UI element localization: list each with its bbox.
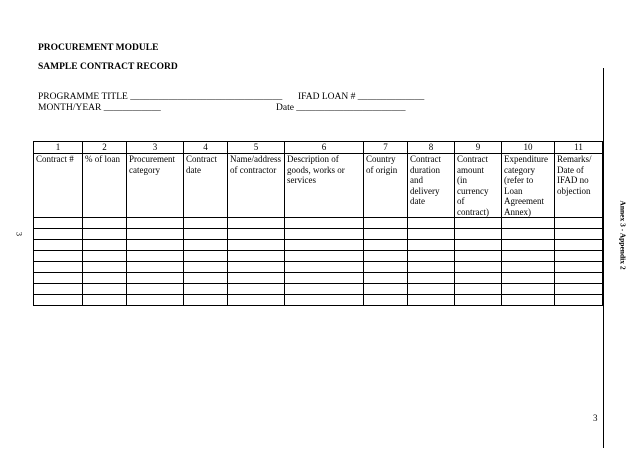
table-cell[interactable]: [408, 284, 455, 295]
column-number-9: 9: [455, 142, 502, 154]
table-cell[interactable]: [555, 262, 603, 273]
table-row: [34, 240, 603, 251]
table-cell[interactable]: [364, 218, 408, 229]
table-cell[interactable]: [184, 229, 228, 240]
table-cell[interactable]: [555, 240, 603, 251]
table-cell[interactable]: [502, 240, 555, 251]
table-cell[interactable]: [83, 295, 127, 306]
column-header-10: Expenditure category (refer to Loan Agreement Annex): [502, 154, 555, 218]
table-cell[interactable]: [228, 229, 285, 240]
contract-record-table: [33, 141, 603, 306]
table-row: [34, 229, 603, 240]
table-cell[interactable]: [184, 262, 228, 273]
table-cell[interactable]: [455, 295, 502, 306]
table-cell[interactable]: [502, 273, 555, 284]
table-cell[interactable]: [34, 218, 83, 229]
table-row: [34, 273, 603, 284]
date-field: Date _______________________: [276, 103, 406, 113]
column-number-3: 3: [127, 142, 184, 154]
table-cell[interactable]: [83, 284, 127, 295]
table-cell[interactable]: [184, 240, 228, 251]
column-header-4: Contract date: [184, 154, 228, 218]
table-cell[interactable]: [408, 229, 455, 240]
table-cell[interactable]: [285, 229, 364, 240]
column-header-2: % of loan: [83, 154, 127, 218]
table-cell[interactable]: [285, 251, 364, 262]
column-number-5: 5: [228, 142, 285, 154]
column-number-6: 6: [285, 142, 364, 154]
table-cell[interactable]: [127, 240, 184, 251]
table-cell[interactable]: [83, 240, 127, 251]
table-cell[interactable]: [285, 273, 364, 284]
table-cell[interactable]: [364, 240, 408, 251]
column-header-6: Description of goods, works or services: [285, 154, 364, 218]
table-row: [34, 251, 603, 262]
table-cell[interactable]: [83, 273, 127, 284]
column-header-11: Remarks/ Date of IFAD no objection: [555, 154, 603, 218]
column-number-8: 8: [408, 142, 455, 154]
table-cell[interactable]: [408, 218, 455, 229]
table-cell[interactable]: [502, 251, 555, 262]
module-title: PROCUREMENT MODULE: [38, 43, 159, 53]
month-year-field: MONTH/YEAR ____________: [38, 103, 161, 113]
column-number-row: [34, 142, 603, 154]
table-cell[interactable]: [555, 218, 603, 229]
table-cell[interactable]: [83, 262, 127, 273]
table-cell[interactable]: [285, 262, 364, 273]
table-cell[interactable]: [127, 295, 184, 306]
table-cell[interactable]: [555, 229, 603, 240]
table-cell[interactable]: [34, 295, 83, 306]
table-cell[interactable]: [184, 295, 228, 306]
column-header-row: [34, 154, 603, 218]
table-cell[interactable]: [408, 273, 455, 284]
table-cell[interactable]: [83, 218, 127, 229]
table-cell[interactable]: [408, 295, 455, 306]
table-cell[interactable]: [555, 295, 603, 306]
column-header-3: Procurement category: [127, 154, 184, 218]
table-cell[interactable]: [455, 284, 502, 295]
table-row: [34, 295, 603, 306]
table-cell[interactable]: [127, 273, 184, 284]
table-cell[interactable]: [228, 284, 285, 295]
table-cell[interactable]: [502, 262, 555, 273]
table-cell[interactable]: [34, 273, 83, 284]
page-number: 3: [593, 413, 598, 423]
table-row: [34, 284, 603, 295]
column-header-7: Country of origin: [364, 154, 408, 218]
table-row: [34, 218, 603, 229]
table-row: [34, 262, 603, 273]
table-cell[interactable]: [455, 273, 502, 284]
table-cell[interactable]: [184, 273, 228, 284]
table-cell[interactable]: [228, 240, 285, 251]
table-cell[interactable]: [127, 218, 184, 229]
table-cell[interactable]: [184, 218, 228, 229]
table-cell[interactable]: [455, 229, 502, 240]
table-cell[interactable]: [34, 284, 83, 295]
table-cell[interactable]: [555, 273, 603, 284]
table-cell[interactable]: [555, 284, 603, 295]
table-cell[interactable]: [455, 240, 502, 251]
table-cell[interactable]: [184, 284, 228, 295]
column-number-4: 4: [184, 142, 228, 154]
table-cell[interactable]: [83, 251, 127, 262]
column-header-5: Name/address of contractor: [228, 154, 285, 218]
table-cell[interactable]: [285, 295, 364, 306]
table-cell[interactable]: [364, 273, 408, 284]
table-cell[interactable]: [228, 262, 285, 273]
margin-rule: [603, 68, 604, 448]
table-cell[interactable]: [228, 295, 285, 306]
table-cell[interactable]: [364, 295, 408, 306]
table-cell[interactable]: [502, 284, 555, 295]
table-cell[interactable]: [127, 251, 184, 262]
table-cell[interactable]: [285, 240, 364, 251]
table-cell[interactable]: [127, 229, 184, 240]
column-header-9: Contract amount (in currency of contract): [455, 154, 502, 218]
table-cell[interactable]: [455, 262, 502, 273]
table-cell[interactable]: [34, 262, 83, 273]
side-page-number: 3: [14, 232, 24, 236]
column-number-10: 10: [502, 142, 555, 154]
table-cell[interactable]: [408, 251, 455, 262]
table-cell[interactable]: [34, 251, 83, 262]
column-number-7: 7: [364, 142, 408, 154]
table-cell[interactable]: [502, 218, 555, 229]
table-cell[interactable]: [502, 295, 555, 306]
table-cell[interactable]: [408, 262, 455, 273]
table-cell[interactable]: [364, 229, 408, 240]
table-cell[interactable]: [127, 284, 184, 295]
column-number-11: 11: [555, 142, 603, 154]
column-header-8: Contract duration and delivery date: [408, 154, 455, 218]
table-cell[interactable]: [285, 284, 364, 295]
table-cell[interactable]: [127, 262, 184, 273]
table-cell[interactable]: [455, 251, 502, 262]
column-number-1: 1: [34, 142, 83, 154]
ifad-loan-field: IFAD LOAN # ______________: [298, 92, 425, 102]
table-cell[interactable]: [502, 229, 555, 240]
table-cell[interactable]: [83, 229, 127, 240]
table-cell[interactable]: [34, 240, 83, 251]
table-cell[interactable]: [228, 273, 285, 284]
record-title: SAMPLE CONTRACT RECORD: [38, 62, 178, 72]
programme-title-field: PROGRAMME TITLE ________________________________: [38, 92, 283, 102]
table-cell[interactable]: [34, 229, 83, 240]
table-cell[interactable]: [228, 251, 285, 262]
table-cell[interactable]: [364, 262, 408, 273]
table-cell[interactable]: [408, 240, 455, 251]
table-cell[interactable]: [455, 218, 502, 229]
table-cell[interactable]: [285, 218, 364, 229]
column-number-2: 2: [83, 142, 127, 154]
table-cell[interactable]: [228, 218, 285, 229]
table-cell[interactable]: [364, 251, 408, 262]
annex-side-label: Annex 3 - Appendix 2: [618, 200, 628, 270]
column-header-1: Contract #: [34, 154, 83, 218]
table-cell[interactable]: [555, 251, 603, 262]
table-cell[interactable]: [184, 251, 228, 262]
table-cell[interactable]: [364, 284, 408, 295]
